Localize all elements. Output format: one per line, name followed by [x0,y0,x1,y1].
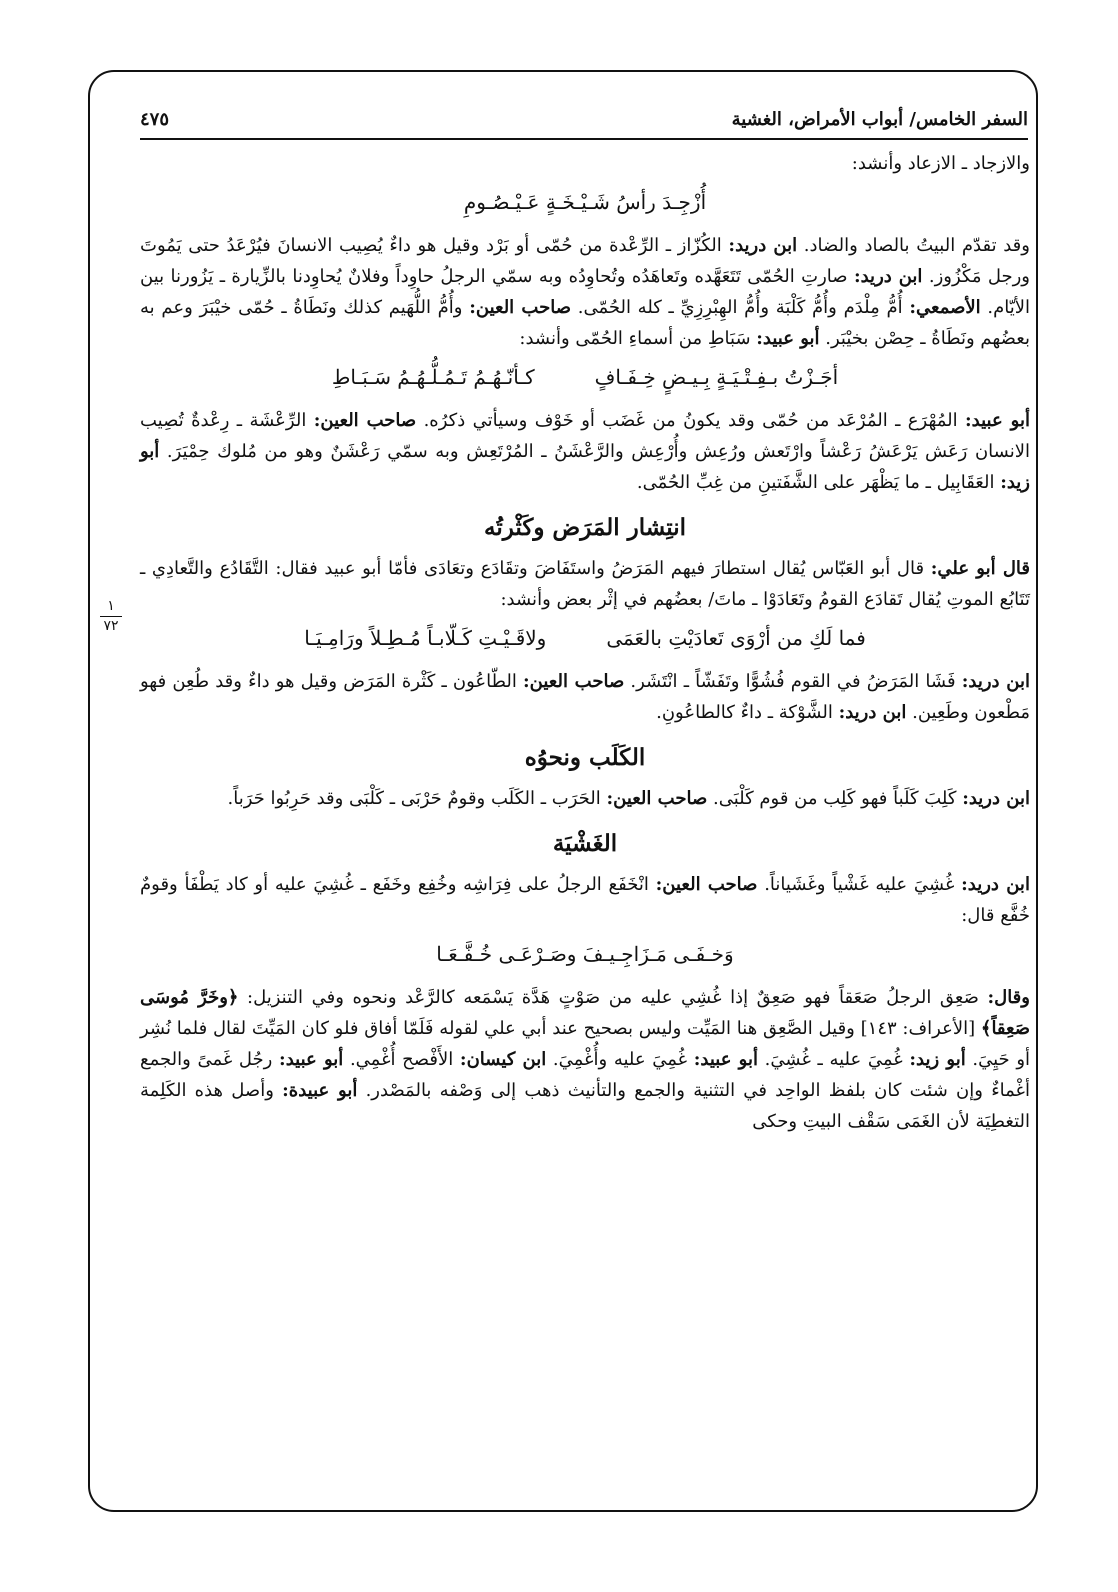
section-heading-fainting: الغَشْيَة [552,830,618,857]
source-label: ابن دريد: [838,702,907,723]
source-label: صاحب العين: [523,671,625,692]
text-segment: وقد تقدّم البيتُ بالصاد والضاد. [803,235,1030,256]
source-label: ابن دريد: [962,788,1030,809]
paragraph-3 [140,405,1030,498]
margin-ref-denominator: ٧٢ [103,618,119,634]
margin-page-ref [98,598,124,635]
source-label: صاحب العين: [469,297,572,318]
margin-ref-numerator: ١ [107,598,115,614]
text-segment: رجُل غَمىً والجمع أغْماءٌ وإن شئت كان بلفظ الواحِد في التثنية والجمع والتأنيث ذهب إلى وَصْفه بالمَصْدر. [140,1049,1030,1101]
verse-3-second-hemistich: ولاقَـيْـتِ كَـلّابـاً مُـطِـلاً ورَامِـيَـا [304,626,547,650]
verse-1: أُزْجِـدَ رأسُ شَـيْـخَـةٍ عَـيْـصُـومِ [463,190,707,214]
source-label: أبو زيد: [140,441,1030,493]
text-segment: المُهْرَع ـ المُرْعَد من حُمّى وقد يكونُ من غَضَب أو خَوْف وسيأتي ذكرُه. [423,410,958,431]
text-segment: وأُمُّ اللُّهَيم كذلك ونَطَاةُ ـ حُمّى خيْبَرَ وعم به بعضُهم ونَطَاةُ ـ حِصْن بخيْبَر. [140,297,1030,349]
verse-3 [140,623,1030,654]
margin-ref-divider [100,616,122,617]
section-heading-spread-of-disease: انتِشار المَرَض وكَثْرتُه [484,514,686,541]
text-segment: الرِّعْشَة ـ رِعْدةٌ تُصِيب الانسان رَعَش يَرْعَشُ رَعْشاً وارْتَعش ورُعِش وأُرْعِش والرَّعْشَنُ ـ المُرْتَعِش وبه سمّي رَعْشَنٌ وهو من مُلوك حِمْيَرَ. [140,410,1030,462]
text-segment: فَشَا المَرَضُ في القوم فُشُوًّا وتَفَشّاً ـ انْتَشَر. [630,671,956,692]
source-label: الأصمعي: [909,297,981,318]
source-label: وقال: [987,987,1030,1008]
text-segment: غُمِيَ عليه وأُغْمِيَ. [552,1049,688,1070]
source-label: أبو زيد: [909,1049,966,1070]
paragraph-4 [140,553,1030,615]
verse-2-second-hemistich: كـأنّـهُـمُ تَـمُـلُّـهُـمُ سَـبَـاطِ [331,365,535,389]
running-title: السفر الخامس/ أبواب الأمراض، الغشية [731,109,1028,130]
source-label: ابن دريد: [728,235,798,256]
verse-3-first-hemistich: فما لَكِ من أرْوَى تَعادَيْتِ بالعَمَى [606,626,866,650]
paragraph-8 [140,982,1030,1137]
source-label: أبو عبيد: [693,1049,758,1070]
header-rule [140,138,1028,140]
text-segment: العَقَابِيل ـ ما يَظْهَر على الشَّفَتينِ من غِبِّ الحُمّى. [636,472,995,493]
source-label: أبو عبيد: [279,1049,344,1070]
source-label: ابن دريد: [961,671,1030,692]
source-label: ابن دريد: [853,266,923,287]
paragraph-7 [140,869,1030,931]
text-segment: أُمُّ مِلْدَم وأُمُّ كَلْبَة وأُمُّ الهِبْرِزِيِّ ـ كله الحُمّى. [577,297,903,318]
quran-quote: ﴿وخَرَّ مُوسَى صَعِقاً﴾ [140,987,1030,1039]
text-segment: صارتِ الحُمّى تَتَعَهَّده وتَعاهَدُه وتُحاوِدُه وبه سمّي الرجلُ حاوِداً وفلانٌ يُحاوِدنا بالزِّيارة ـ يَزُورنا بين الأيّام. [140,266,1031,318]
source-label: صاحب العين: [313,410,417,431]
source-label: ابن دريد: [961,874,1030,895]
text-segment: قال أبو العَبّاس يُقال استطارَ فيهم المَرَضُ واستَفَاضَ وتقَادَع وتعَادَى فأمّا أبو عبيد فقال: التَّقَادُع والتَّعادِي ـ تَتَابُع الموتِ يُقال تَقادَع القومُ وتَعَادَوْا ـ ماتَ/ بعضُهم في إثْر بعض وأنشد: [140,558,1030,610]
text-segment: غُشِيَ عليه غَشْياً وغَشَياناً. [764,874,955,895]
paragraph-1: والازجاد ـ الازعاد وأنشد: [851,153,1030,174]
text-segment: الأَفْصح أُغْمِي. [349,1049,454,1070]
source-label: صاحب العين: [655,874,758,895]
text-segment: [الأعراف: ١٤٣] وقيل الصَّعِق هنا المَيِّت وليس بصحيح عند أبي علي لقوله فَلَمّا أفاق فلو كان المَيِّتَ لقال فلما نُشِر أو حَيِيَ. [140,1018,1031,1070]
paragraph-6 [140,783,1030,814]
source-label: ابن كيسان: [459,1049,547,1070]
section-heading-rabies: الكَلَب ونحوُه [524,744,646,771]
paragraph-5 [140,666,1030,728]
page-number: ٤٧٥ [140,109,170,130]
text-segment: الطّاعُون ـ كَثْرة المَرَض وقيل هو داءٌ وقد طُعِن فهو مَطْعون وطَعِين. [140,671,1030,723]
source-label: أبو عبيد: [756,328,820,349]
text-segment: غُمِيَ عليه ـ غُشِيَ. [764,1049,903,1070]
verse-4: وَخـفَـى مَـزَاجِـيـفَ وصَـرْعَـى خُـفَّـعَـا [436,942,734,966]
text-segment: وأصل هذه الكَلِمة التغطِيَة لأن الغَمَى سَقْف البيتِ وحكى [140,1080,1030,1132]
text-segment: صَعِق الرجلُ صَعَقاً فهو صَعِقٌ إذا غُشِي عليه من صَوْتٍ هَدَّة يَسْمَعه كالرَّعْد ونحوه وفي التنزيل: [247,987,979,1008]
text-segment: سَبَاطِ من أسماءِ الحُمّى وأنشد: [519,328,751,349]
main-text [140,148,1030,1137]
source-label: قال أبو علي: [930,558,1030,579]
verse-2-first-hemistich: أجَـزْتُ بـفِـتْـيَـةٍ بِـيـضٍ خِـفَـافٍ [594,365,839,389]
text-segment: انْخَفَع الرجلُ على فِرَاشِه وخُفِع وخَفَع ـ غُشِيَ عليه أو كاد يَطْفَأ وقومٌ خُفَّع قال: [140,874,1030,926]
running-head [140,96,1028,130]
text-segment: الحَرَب ـ الكَلَب وقومٌ حَرْبَى ـ كَلْبَى وقد حَرِبُوا حَرَباً. [227,788,601,809]
source-label: أبو عبيد: [965,410,1030,431]
paragraph-2 [140,230,1030,354]
source-label: صاحب العين: [606,788,708,809]
source-label: أبو عبيدة: [282,1080,358,1101]
text-segment: الكُزّاز ـ الرِّعْدة من حُمّى أو بَرْد وقيل هو داءٌ يُصِيب الانسانَ فيُرْعَدُ حتى يَمُوتَ ورجل مَكْزُوز. [140,235,1030,287]
verse-2 [140,362,1030,393]
text-segment: الشَّوْكة ـ داءٌ كالطاعُونِ. [656,702,833,723]
text-segment: كَلِبَ كَلَباً فهو كَلِب من قوم كَلْبَى. [713,788,957,809]
